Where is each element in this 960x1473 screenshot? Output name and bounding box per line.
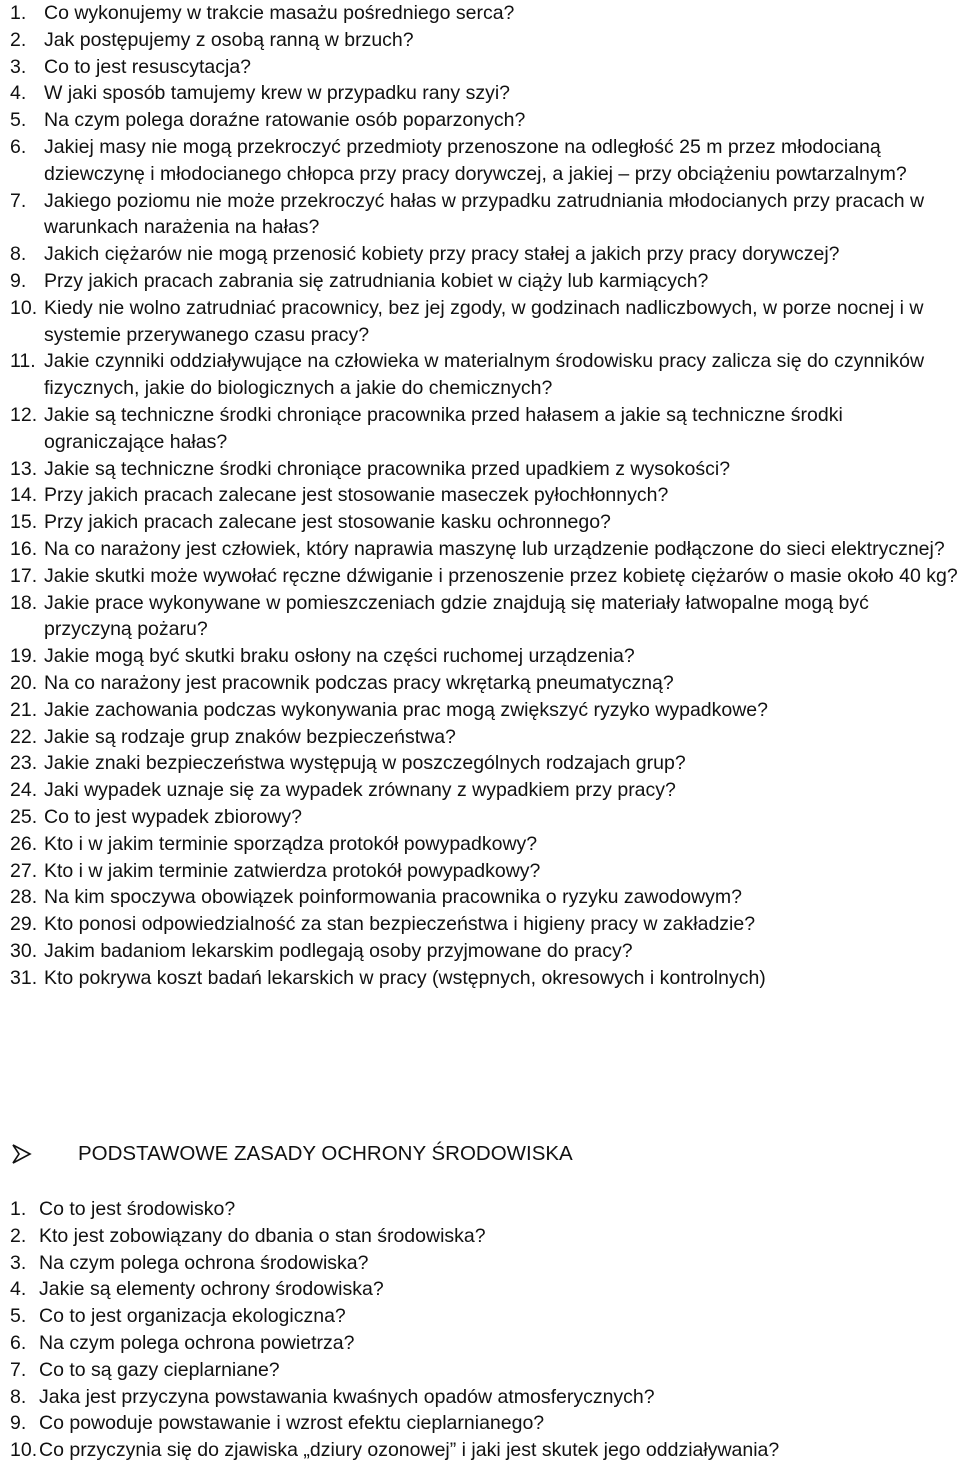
question-number: 6. — [10, 135, 27, 158]
list-item — [10, 54, 958, 81]
list-item — [10, 27, 958, 54]
question-text: Jakie prace wykonywane w pomieszczeniach gdzie znajdują się materiały łatwopalne mogą być przyczyną pożaru? — [44, 591, 869, 641]
question-text: Na czym polega ochrona środowiska? — [39, 1251, 369, 1274]
list-item — [10, 1196, 958, 1223]
question-text: Co to jest środowisko? — [39, 1198, 236, 1220]
list-item — [10, 1410, 958, 1437]
question-text: Co to jest wypadek zbiorowy? — [44, 805, 302, 828]
question-number: 14. — [10, 484, 38, 507]
question-text: Kto jest zobowiązany do dbania o stan środowiska? — [39, 1224, 486, 1247]
question-number: 19. — [10, 645, 38, 668]
list-item — [10, 1250, 958, 1277]
question-text: Na co narażony jest człowiek, który naprawia maszynę lub urządzenie podłączone do sieci elektrycznej? — [44, 537, 945, 560]
question-number: 21. — [10, 698, 38, 721]
question-number: 9. — [10, 269, 27, 292]
question-text: Co przyczynia się do zjawiska „dziury ozonowej” i jaki jest skutek jego oddziaływania? — [39, 1439, 780, 1462]
list-item — [10, 965, 958, 992]
question-text: Jaka jest przyczyna powstawania kwaśnych opadów atmosferycznych? — [39, 1385, 655, 1408]
list-item — [10, 482, 958, 509]
question-text: Jakie czynniki oddziaływujące na człowieka w materialnym środowisku pracy zalicza się do czynników fizycznych, jakie do biologicznych a jakie do chemicznych? — [44, 350, 925, 400]
question-text: Jakie mogą być skutki braku osłony na części ruchomej urządzenia? — [44, 645, 635, 668]
question-text: Na czym polega doraźne ratowanie osób poparzonych? — [44, 109, 526, 132]
question-number: 10. — [10, 1439, 38, 1462]
list-item — [10, 1223, 958, 1250]
list-item — [10, 697, 958, 724]
question-number: 15. — [10, 511, 38, 534]
list-item — [10, 858, 958, 885]
question-number: 10. — [10, 296, 38, 319]
list-item — [10, 911, 958, 938]
question-text: Co to jest organizacja ekologiczna? — [39, 1305, 346, 1328]
question-number: 8. — [10, 243, 27, 266]
question-text: Jakie są techniczne środki chroniące pracownika przed upadkiem z wysokości? — [44, 457, 731, 480]
question-text: Jakiej masy nie mogą przekroczyć przedmioty przenoszone na odległość 25 m przez młodocianą dziewczynę i młodocianego chłopca przy pracy dorywczej, a jakiej – przy obciążeniu powtarzalnym? — [44, 135, 907, 185]
question-text: Jakie są techniczne środki chroniące pracownika przed hałasem a jakie są techniczne środki ograniczające hałas? — [44, 403, 843, 453]
question-text: Co wykonujemy w trakcie masażu pośredniego serca? — [44, 2, 515, 24]
list-item — [10, 241, 958, 268]
question-text: Przy jakich pracach zalecane jest stosowanie kasku ochronnego? — [44, 511, 611, 534]
question-text: Jakie są elementy ochrony środowiska? — [39, 1278, 384, 1301]
list-item — [10, 80, 958, 107]
section-heading — [10, 1140, 950, 1168]
question-text: Kto pokrywa koszt badań lekarskich w pracy (wstępnych, okresowych i kontrolnych) — [44, 966, 766, 989]
question-number: 20. — [10, 671, 38, 694]
environment-questions-list — [10, 1196, 958, 1464]
question-number: 18. — [10, 591, 38, 614]
list-item — [10, 563, 958, 590]
question-number: 11. — [10, 350, 36, 373]
question-number: 2. — [10, 28, 27, 51]
question-number: 1. — [10, 1198, 27, 1220]
question-number: 8. — [10, 1385, 27, 1408]
question-text: Przy jakich pracach zabrania się zatrudniania kobiet w ciąży lub karmiących? — [44, 269, 709, 292]
question-text: Co to są gazy cieplarniane? — [39, 1358, 280, 1381]
list-item — [10, 134, 958, 188]
list-item — [10, 107, 958, 134]
question-number: 25. — [10, 805, 38, 828]
question-text: Na czym polega ochrona powietrza? — [39, 1331, 355, 1354]
list-item — [10, 348, 958, 402]
question-text: Co to jest resuscytacja? — [44, 55, 252, 78]
question-number: 9. — [10, 1412, 27, 1435]
question-text: Kiedy nie wolno zatrudniać pracownicy, bez jej zgody, w godzinach nadliczbowych, w porze nocnej i w systemie przerywanego czasu pracy? — [44, 296, 924, 346]
list-item — [10, 402, 958, 456]
list-item — [10, 590, 958, 644]
question-number: 29. — [10, 913, 38, 936]
question-number: 27. — [10, 859, 38, 882]
question-number: 28. — [10, 886, 38, 909]
list-item — [10, 268, 958, 295]
question-text: Jakie są rodzaje grup znaków bezpieczeństwa? — [44, 725, 456, 748]
question-text: Kto i w jakim terminie zatwierdza protokół powypadkowy? — [44, 859, 541, 882]
question-text: Jak postępujemy z osobą ranną w brzuch? — [44, 28, 414, 51]
question-text: Jakich ciężarów nie mogą przenosić kobiety przy pracy stałej a jakich przy pracy dorywczej? — [44, 243, 840, 266]
question-text: Jakie znaki bezpieczeństwa występują w poszczególnych rodzajach grup? — [44, 752, 686, 775]
question-number: 5. — [10, 109, 27, 132]
question-text: Jakie skutki może wywołać ręczne dźwiganie i przenoszenie przez kobietę ciężarów o masie około 40 kg? — [44, 564, 958, 587]
question-text: Przy jakich pracach zalecane jest stosowanie maseczek pyłochłonnych? — [44, 484, 669, 507]
safety-questions-list — [10, 0, 958, 991]
question-number: 16. — [10, 537, 38, 560]
question-text: Jakiego poziomu nie może przekroczyć hałas w przypadku zatrudniania młodocianych przy pracach w warunkach narażenia na hałas? — [44, 189, 925, 239]
question-text: Na kim spoczywa obowiązek poinformowania pracownika o ryzyku zawodowym? — [44, 886, 742, 909]
list-item — [10, 938, 958, 965]
question-text: Kto ponosi odpowiedzialność za stan bezpieczeństwa i higieny pracy w zakładzie? — [44, 913, 756, 936]
list-item — [10, 536, 958, 563]
list-item — [10, 1437, 958, 1464]
question-number: 17. — [10, 564, 38, 587]
question-text: Jakie zachowania podczas wykonywania prac mogą zwiększyć ryzyko wypadkowe? — [44, 698, 768, 721]
list-item — [10, 643, 958, 670]
list-item — [10, 724, 958, 751]
question-number: 2. — [10, 1224, 27, 1247]
list-item — [10, 188, 958, 242]
question-number: 3. — [10, 55, 27, 78]
question-text: Co powoduje powstawanie i wzrost efektu cieplarnianego? — [39, 1412, 545, 1435]
question-number: 23. — [10, 752, 38, 775]
arrowhead-bullet-icon — [10, 1142, 34, 1166]
list-item — [10, 1384, 958, 1411]
question-number: 30. — [10, 939, 38, 962]
list-item — [10, 1276, 958, 1303]
question-number: 26. — [10, 832, 38, 855]
question-number: 12. — [10, 403, 38, 426]
list-item — [10, 295, 958, 349]
list-item — [10, 750, 958, 777]
question-number: 7. — [10, 189, 27, 212]
list-item — [10, 1357, 958, 1384]
question-number: 3. — [10, 1251, 27, 1274]
question-number: 5. — [10, 1305, 27, 1328]
question-text: Kto i w jakim terminie sporządza protokół powypadkowy? — [44, 832, 538, 855]
question-number: 4. — [10, 82, 27, 105]
question-number: 22. — [10, 725, 38, 748]
question-number: 6. — [10, 1331, 27, 1354]
list-item — [10, 1303, 958, 1330]
question-number: 1. — [10, 2, 27, 24]
list-item — [10, 509, 958, 536]
list-item — [10, 456, 958, 483]
question-text: Na co narażony jest pracownik podczas pracy wkrętarką pneumatyczną? — [44, 671, 674, 694]
list-item — [10, 777, 958, 804]
section-heading-text: PODSTAWOWE ZASADY OCHRONY ŚRODOWISKA — [78, 1142, 573, 1165]
question-number: 7. — [10, 1358, 27, 1381]
question-text: Jaki wypadek uznaje się za wypadek zrównany z wypadkiem przy pracy? — [44, 779, 676, 802]
list-item — [10, 884, 958, 911]
list-item — [10, 831, 958, 858]
question-number: 24. — [10, 779, 38, 802]
list-item — [10, 804, 958, 831]
question-text: Jakim badaniom lekarskim podlegają osoby przyjmowane do pracy? — [44, 939, 633, 962]
question-number: 4. — [10, 1278, 27, 1301]
question-number: 31. — [10, 966, 38, 989]
question-text: W jaki sposób tamujemy krew w przypadku rany szyi? — [44, 82, 510, 105]
list-item — [10, 1330, 958, 1357]
list-item — [10, 670, 958, 697]
question-number: 13. — [10, 457, 38, 480]
list-item — [10, 0, 958, 27]
